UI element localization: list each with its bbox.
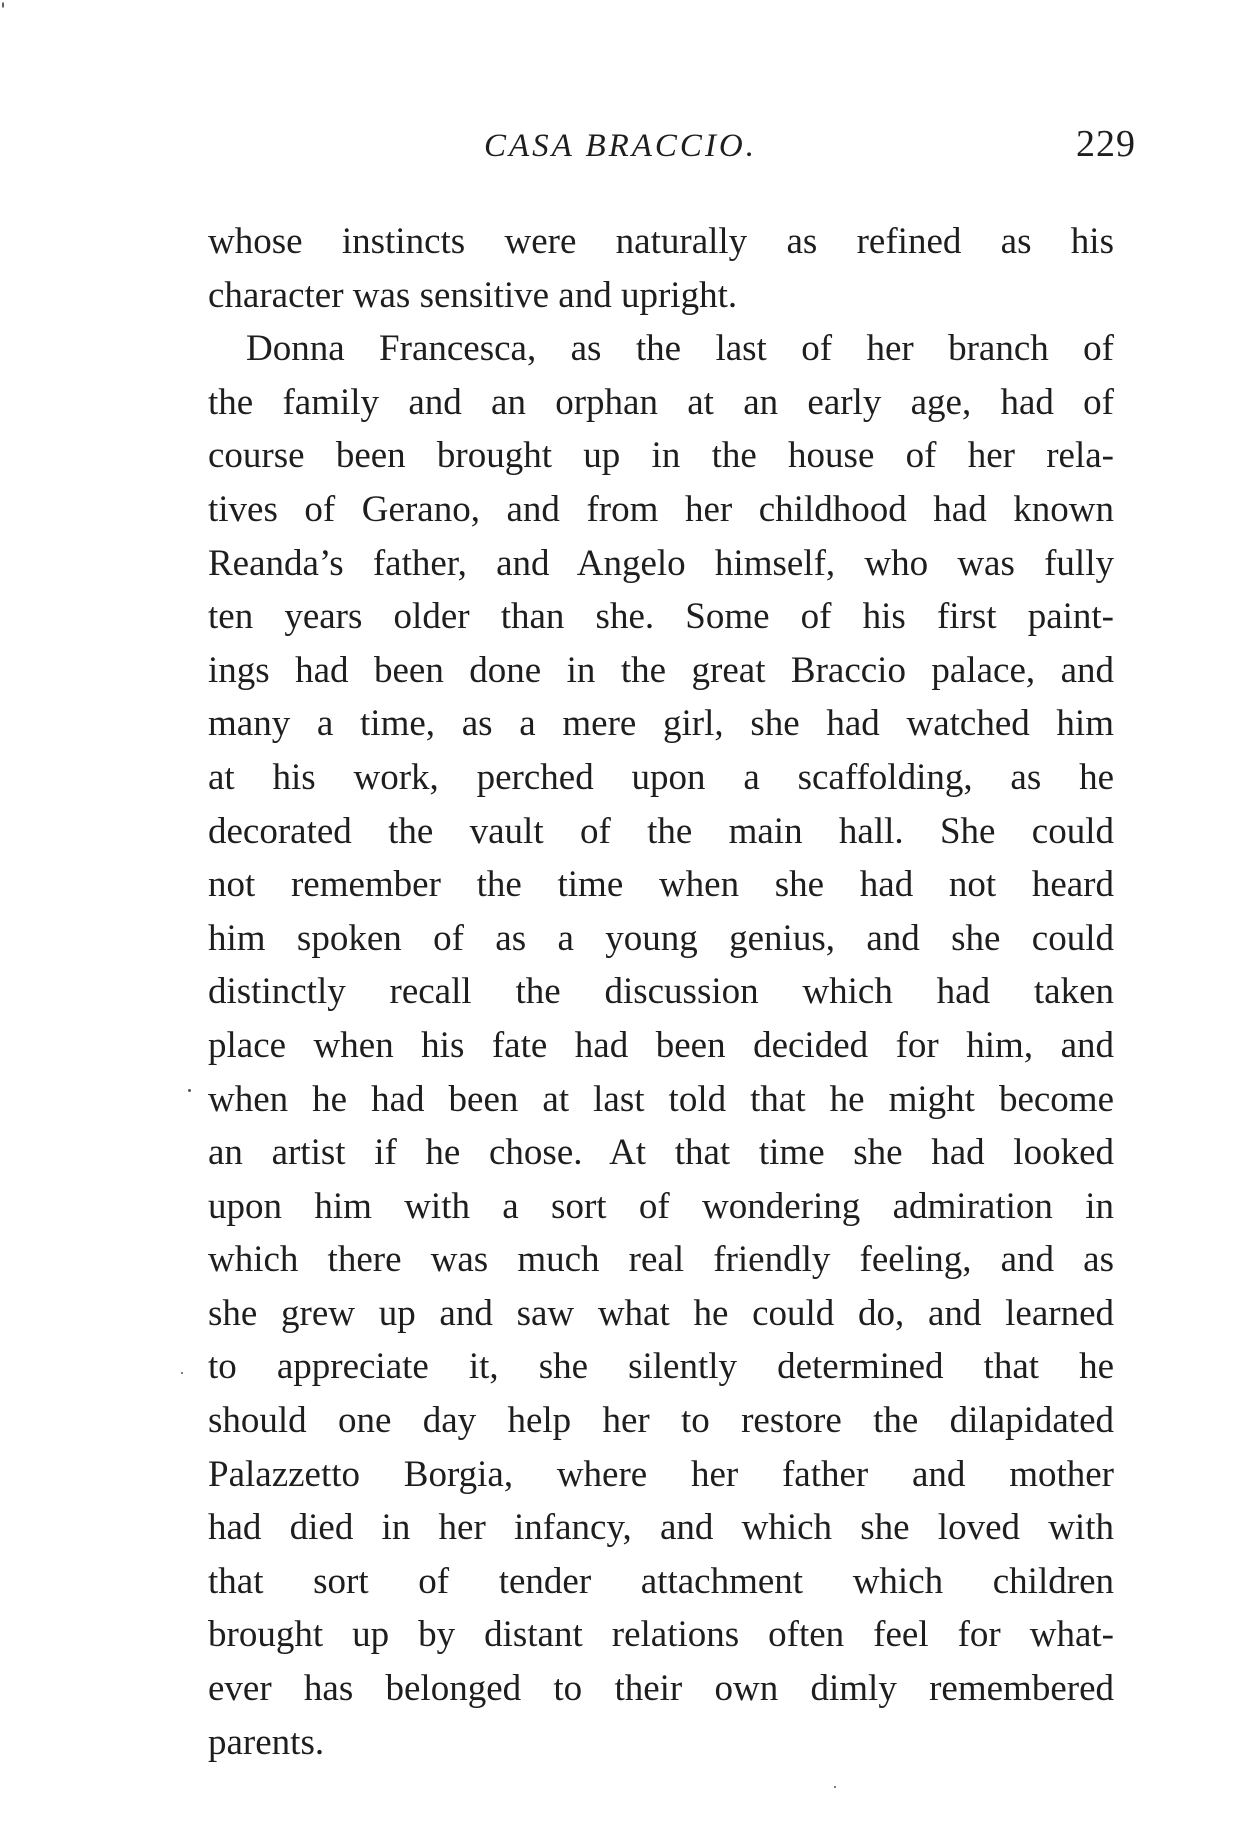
paragraph-first-line: Donna Francesca, as the last of her branch of bbox=[246, 328, 1114, 370]
text-line: him spoken of as a young genius, and she could bbox=[208, 917, 1114, 959]
scan-speck bbox=[188, 1089, 191, 1092]
text-line: should one day help her to restore the dilapidated bbox=[208, 1400, 1114, 1442]
text-line: not remember the time when she had not heard bbox=[208, 864, 1114, 906]
text-line: that sort of tender attachment which children bbox=[208, 1560, 1114, 1602]
text-line: which there was much real friendly feeling, and as bbox=[208, 1239, 1114, 1281]
text-line: course been brought up in the house of her rela- bbox=[208, 435, 1114, 477]
text-line: Reanda’s father, and Angelo himself, who was fully bbox=[208, 542, 1114, 584]
scan-speck bbox=[181, 1372, 183, 1374]
text-line: when he had been at last told that he might become bbox=[208, 1078, 1114, 1120]
text-line: parents. bbox=[208, 1721, 325, 1763]
running-title: CASA BRACCIO. bbox=[483, 128, 758, 164]
scan-speck bbox=[834, 1786, 836, 1788]
text-line: ever has belonged to their own dimly remembered bbox=[208, 1668, 1114, 1710]
text-line: character was sensitive and upright. bbox=[208, 274, 738, 316]
text-line: distinctly recall the discussion which had taken bbox=[208, 971, 1114, 1013]
text-line: Palazzetto Borgia, where her father and mother bbox=[208, 1453, 1114, 1495]
scan-speck bbox=[2, 2, 4, 8]
text-line: whose instincts were naturally as refined as his bbox=[208, 221, 1114, 262]
text-line: an artist if he chose. At that time she had looked bbox=[208, 1132, 1114, 1174]
text-line: at his work, perched upon a scaffolding, as he bbox=[208, 756, 1114, 798]
text-line: decorated the vault of the main hall. She could bbox=[208, 810, 1114, 852]
text-line: to appreciate it, she silently determined that he bbox=[208, 1346, 1114, 1388]
text-line: upon him with a sort of wondering admiration in bbox=[208, 1185, 1114, 1227]
text-line: ings had been done in the great Braccio palace, and bbox=[208, 649, 1114, 691]
text-line: many a time, as a mere girl, she had watched him bbox=[208, 703, 1114, 745]
body-text bbox=[208, 215, 1114, 1769]
page-number: 229 bbox=[1076, 123, 1136, 165]
text-line: the family and an orphan at an early age, had of bbox=[208, 381, 1114, 423]
text-line: she grew up and saw what he could do, and learned bbox=[208, 1292, 1114, 1334]
text-line: tives of Gerano, and from her childhood had known bbox=[208, 488, 1114, 530]
text-line: ten years older than she. Some of his first paint- bbox=[208, 596, 1114, 638]
text-line: brought up by distant relations often feel for what- bbox=[208, 1614, 1114, 1656]
text-line: had died in her infancy, and which she loved with bbox=[208, 1507, 1114, 1549]
text-line: place when his fate had been decided for him, and bbox=[208, 1024, 1114, 1066]
